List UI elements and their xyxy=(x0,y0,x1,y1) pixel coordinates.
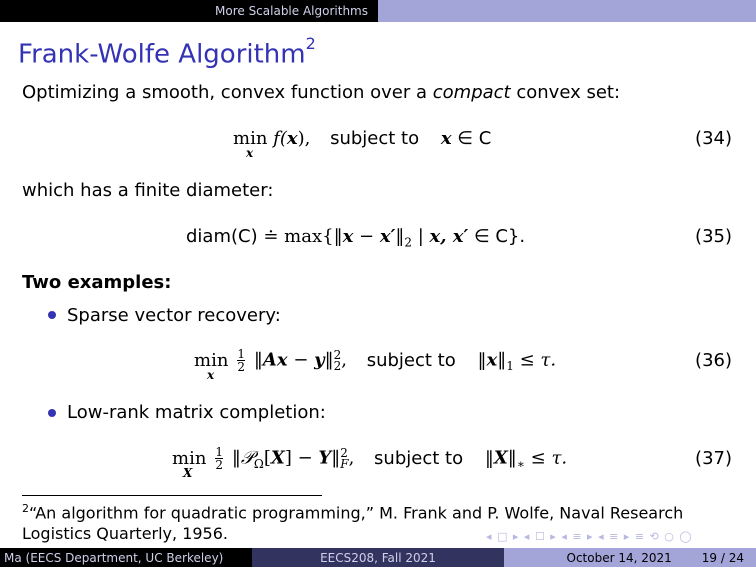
eq34-f: f( xyxy=(273,128,287,149)
eq36-number: (36) xyxy=(695,350,732,371)
eq35-lhs: diam(C) xyxy=(186,226,258,247)
eq36-half-num: 1 xyxy=(237,347,245,361)
eq36-Ax: Ax xyxy=(262,349,288,371)
eq37-min: min xyxy=(172,447,207,469)
eq35-minus: − xyxy=(353,226,380,247)
footer-page-number: 19 / 24 xyxy=(701,550,744,565)
footer-course: EECS208, Fall 2021 xyxy=(252,548,504,567)
frame-title-footnote-mark: 2 xyxy=(305,34,316,53)
eq34-close: ), xyxy=(297,128,311,149)
bullet-sparse-recovery: Sparse vector recovery: xyxy=(67,305,281,326)
eq36-leq: ≤ τ. xyxy=(513,349,557,371)
eq37-scripts xyxy=(340,445,349,471)
eq37-c-sub: ∗ xyxy=(516,457,525,472)
eq34-constraint-x: x xyxy=(440,128,452,149)
eq37-half-den: 2 xyxy=(215,458,223,472)
eq37-c-open: ‖ xyxy=(484,447,494,469)
eq36-c-open: ‖ xyxy=(477,349,487,371)
intro-suffix: convex set: xyxy=(510,82,621,103)
eq35-sub2: 2 xyxy=(404,235,412,250)
footer-date: October 14, 2021 xyxy=(566,550,672,565)
intro-text xyxy=(22,82,620,103)
footnote-mark: 2 xyxy=(22,502,29,515)
footnote-line-1 xyxy=(22,502,683,522)
intro-emphasis: compact xyxy=(432,82,511,103)
eq37-norm-close: ‖ xyxy=(331,447,341,469)
eq34-in-set: ∈ C xyxy=(451,128,492,149)
eq37-subject-to: subject to xyxy=(374,447,464,469)
eq36-norm-close: ‖ xyxy=(324,349,334,371)
beamer-nav-controls[interactable]: ◂ □ ▸ ◂ ☐ ▸ ◂ ≡ ▸ ◂ ≡ ▸ ≡ ⟲ ○ ◯ xyxy=(486,530,693,543)
eq37-bracket-open: [ xyxy=(263,447,271,469)
eq35-bar: | xyxy=(411,226,430,247)
eq36-sup: 2 xyxy=(333,347,342,362)
header-right-band xyxy=(378,0,756,22)
eq36-half-den: 2 xyxy=(237,360,245,374)
header-section xyxy=(0,0,378,22)
eq37-subF: F xyxy=(340,456,349,471)
equation-35 xyxy=(186,226,525,250)
eq37-sup: 2 xyxy=(340,445,348,460)
eq35-x: x xyxy=(342,226,354,247)
eq35-xprime: x′ xyxy=(379,226,396,247)
bullet-lowrank-completion: Low-rank matrix completion: xyxy=(67,402,326,423)
eq34-min-sub: x xyxy=(246,146,254,160)
intro-prefix: Optimizing a smooth, convex function over a xyxy=(22,82,433,103)
eq35-norm-close: ‖ xyxy=(395,226,405,247)
eq37-half xyxy=(215,446,223,471)
equation-37 xyxy=(172,445,568,480)
bullet-marker xyxy=(48,409,56,417)
eq35-in-set: ∈ C}. xyxy=(468,226,526,247)
eq36-half xyxy=(237,348,245,373)
eq37-bracket-close: ] xyxy=(284,447,292,469)
eq36-y: y xyxy=(314,349,325,371)
eq37-norm-open: ‖ xyxy=(231,447,241,469)
eq34-x: x xyxy=(286,128,298,149)
equation-34 xyxy=(233,128,492,160)
eq37-omega: Ω xyxy=(253,457,264,472)
eq36-minus: − xyxy=(287,349,315,371)
footer-bar xyxy=(0,548,756,567)
header-bar xyxy=(0,0,756,22)
frame-title-text: Frank-Wolfe Algorithm xyxy=(18,39,306,70)
eq37-leq: ≤ τ. xyxy=(524,447,568,469)
eq37-X: X xyxy=(270,447,285,469)
eq34-min: min xyxy=(233,128,268,149)
eq36-norm-open: ‖ xyxy=(253,349,263,371)
eq35-max: max{ xyxy=(284,226,334,247)
footnote-text-1: “An algorithm for quadratic programming,” M. Frank and P. Wolfe, Naval Research xyxy=(29,503,684,523)
eq35-dot-eq: ≐ xyxy=(263,226,279,247)
eq37-Y: Y xyxy=(318,447,332,469)
equation-36 xyxy=(194,347,557,382)
eq35-number: (35) xyxy=(695,226,732,247)
eq36-min-sub: x xyxy=(207,367,215,382)
eq37-number: (37) xyxy=(695,448,732,469)
eq36-c-close: ‖ xyxy=(497,349,507,371)
header-section-label: More Scalable Algorithms xyxy=(215,4,368,18)
eq37-minus: − xyxy=(291,447,319,469)
eq37-half-num: 1 xyxy=(215,445,223,459)
footnote-rule xyxy=(22,495,322,496)
eq34-subject-to: subject to xyxy=(330,128,420,149)
footer-author: Ma (EECS Department, UC Berkeley) xyxy=(0,548,252,567)
footer-right xyxy=(504,548,756,567)
eq35-vars: x, x′ xyxy=(429,226,469,247)
eq36-subn: 2 xyxy=(333,358,342,373)
eq37-comma: , xyxy=(348,447,355,469)
eq37-projection-P: 𝒫 xyxy=(240,447,254,469)
eq34-number: (34) xyxy=(695,128,732,149)
eq37-min-sub: X xyxy=(183,465,193,480)
eq36-comma: , xyxy=(341,349,347,371)
eq36-subject-to: subject to xyxy=(366,349,456,371)
footnote-line-2: Logistics Quarterly, 1956. xyxy=(22,524,228,543)
diameter-text: which has a finite diameter: xyxy=(22,180,274,201)
eq37-c-close: ‖ xyxy=(507,447,517,469)
bullet-marker xyxy=(48,311,56,319)
eq36-c-sub: 1 xyxy=(506,359,514,374)
examples-heading: Two examples: xyxy=(22,272,172,293)
frame-title xyxy=(18,34,316,70)
eq37-cX: X xyxy=(493,447,508,469)
eq36-min: min xyxy=(194,349,229,371)
eq36-cx: x xyxy=(486,349,498,371)
eq35-norm-open: ‖ xyxy=(333,226,343,247)
